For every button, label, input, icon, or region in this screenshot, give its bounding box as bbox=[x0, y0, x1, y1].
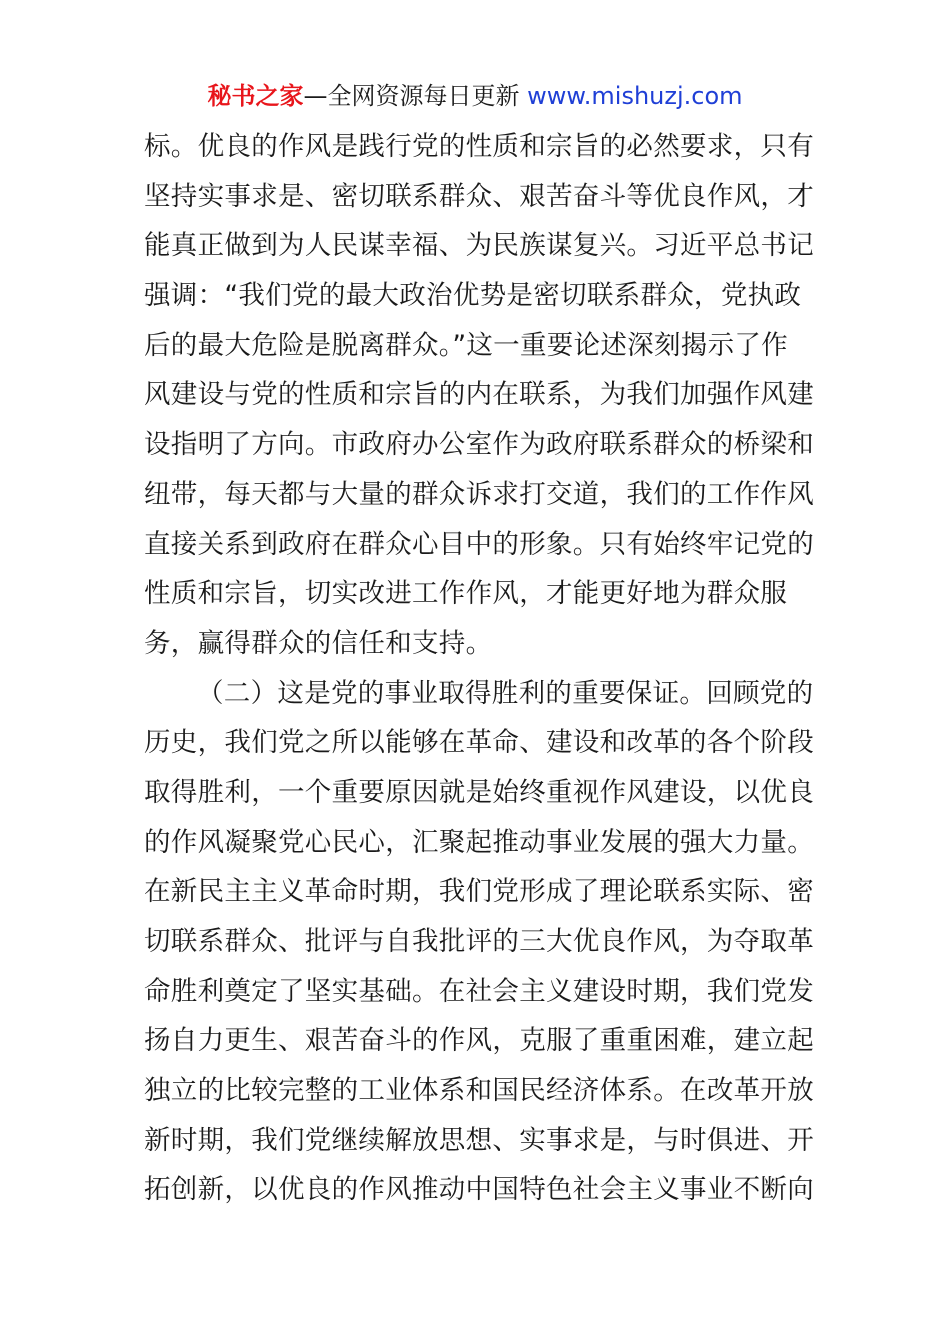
text-line: 设指明了方向。市政府办公室作为政府联系群众的桥梁和 bbox=[144, 429, 814, 461]
text-line: 扬自力更生、艰苦奋斗的作风，克服了重重困难，建立起 bbox=[144, 1025, 814, 1057]
text-line: 取得胜利，一个重要原因就是始终重视作风建设，以优良 bbox=[144, 776, 814, 808]
text-line: 性质和宗旨，切实改进工作作风，才能更好地为群众服 bbox=[144, 578, 788, 610]
text-line: 务，赢得群众的信任和支持。 bbox=[144, 627, 493, 659]
text-line: 纽带，每天都与大量的群众诉求打交道，我们的工作作风 bbox=[144, 478, 814, 510]
text-line: 拓创新，以优良的作风推动中国特色社会主义事业不断向 bbox=[144, 1174, 814, 1206]
text-line: 风建设与党的性质和宗旨的内在联系，为我们加强作风建 bbox=[144, 379, 814, 411]
text-line: 后的最大危险是脱离群众。”这一重要论述深刻揭示了作 bbox=[144, 329, 788, 361]
paragraph-heading-line: （二）这是党的事业取得胜利的重要保证。回顾党的 bbox=[197, 677, 814, 709]
text-line: 切联系群众、批评与自我批评的三大优良作风，为夺取革 bbox=[144, 926, 814, 957]
text-line: 强调：“我们党的最大政治优势是密切联系群众，党执政 bbox=[144, 280, 802, 312]
document-body bbox=[144, 122, 824, 1215]
text-line: 标。优良的作风是践行党的性质和宗旨的必然要求，只有 bbox=[144, 131, 814, 162]
site-url-link[interactable]: www.mishuzj.com bbox=[527, 82, 743, 110]
text-line: 直接关系到政府在群众心目中的形象。只有始终牢记党的 bbox=[144, 528, 814, 560]
text-line: 命胜利奠定了坚实基础。在社会主义建设时期，我们党发 bbox=[144, 975, 814, 1007]
text-line: 新时期，我们党继续解放思想、实事求是，与时俱进、开 bbox=[144, 1124, 814, 1156]
text-line: 能真正做到为人民谋幸福、为民族谋复兴。习近平总书记 bbox=[144, 230, 814, 262]
site-header bbox=[0, 78, 950, 114]
text-line: 的作风凝聚党心民心，汇聚起推动事业发展的强大力量。 bbox=[144, 826, 814, 858]
text-line: 历史，我们党之所以能够在革命、建设和改革的各个阶段 bbox=[144, 727, 814, 759]
text-line: 独立的比较完整的工业体系和国民经济体系。在改革开放 bbox=[144, 1075, 814, 1107]
brand-name: 秘书之家 bbox=[207, 82, 304, 110]
text-line: 坚持实事求是、密切联系群众、艰苦奋斗等优良作风，才 bbox=[144, 180, 814, 212]
header-tagline: —全网资源每日更新 bbox=[303, 82, 528, 110]
text-line: 在新民主主义革命时期，我们党形成了理论联系实际、密 bbox=[144, 876, 814, 908]
